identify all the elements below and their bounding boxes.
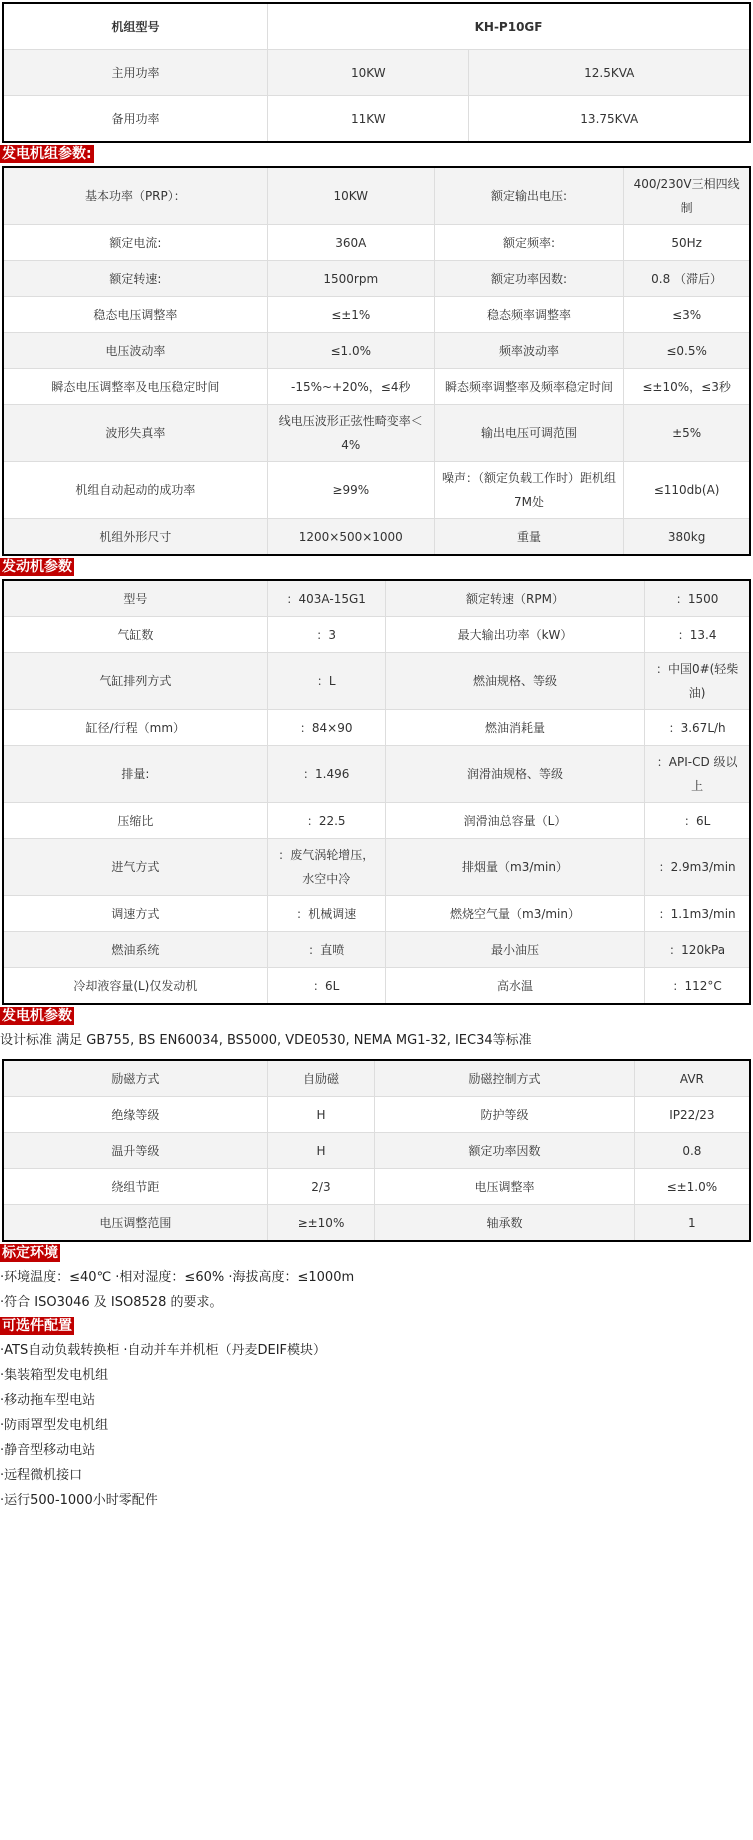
table-cell: ≤0.5% [624, 333, 750, 369]
spec-page [0, 2, 753, 1513]
environment-line: ·环境温度：≤40℃ ·相对湿度：≤60% ·海拔高度：≤1000m [0, 1270, 355, 1285]
table-row [3, 1060, 750, 1097]
table-cell: 调速方式 [3, 896, 267, 932]
table-row [3, 297, 750, 333]
table-cell: 稳态频率调整率 [434, 297, 623, 333]
genset-table [2, 166, 751, 556]
table-cell: 2/3 [267, 1169, 375, 1205]
table-cell: 机组自动起动的成功率 [3, 462, 267, 519]
table-cell: 型号 [3, 580, 267, 617]
table-row [3, 968, 750, 1005]
table-row [3, 803, 750, 839]
section-title-engine: 发动机参数 [2, 559, 72, 575]
table-cell: 输出电压可调范围 [434, 405, 623, 462]
table-row [3, 617, 750, 653]
table-row [3, 405, 750, 462]
table-cell: ≤1.0% [267, 333, 434, 369]
alternator-standard: 设计标准 满足 GB755, BS EN60034, BS5000, VDE0530, NEMA MG1-32, IEC34等标准 [0, 1033, 532, 1048]
table-cell: 1200×500×1000 [267, 519, 434, 556]
table-cell: ：22.5 [267, 803, 385, 839]
section-title-environment: 标定环境 [2, 1245, 58, 1261]
table-cell: 燃油消耗量 [385, 710, 645, 746]
table-cell: ：1.496 [267, 746, 385, 803]
table-cell: 自励磁 [267, 1060, 375, 1097]
table-cell: 绝缘等级 [3, 1097, 267, 1133]
table-cell: 排量: [3, 746, 267, 803]
table-cell: 冷却液容量(L)仅发动机 [3, 968, 267, 1005]
table-row [3, 519, 750, 556]
table-row [3, 1169, 750, 1205]
model-table [2, 2, 751, 143]
table-cell: 360A [267, 225, 434, 261]
table-cell: 13.75KVA [469, 96, 750, 143]
table-cell: ：112°C [645, 968, 750, 1005]
table-cell: ：直喷 [267, 932, 385, 968]
option-line: ·ATS自动负载转换柜 ·自动并车并机柜（丹麦DEIF模块） [0, 1343, 327, 1358]
table-cell: ：中国0#(轻柴油) [645, 653, 750, 710]
table-cell: 燃油系统 [3, 932, 267, 968]
table-row [3, 896, 750, 932]
table-cell: ：1.1m3/min [645, 896, 750, 932]
table-cell: 额定转速（RPM） [385, 580, 645, 617]
table-row [3, 1133, 750, 1169]
table-cell: 380kg [624, 519, 750, 556]
table-cell: IP22/23 [634, 1097, 750, 1133]
engine-table [2, 579, 751, 1005]
table-cell: 气缸排列方式 [3, 653, 267, 710]
table-row [3, 261, 750, 297]
table-cell: ±5% [624, 405, 750, 462]
table-cell: ≤110db(A) [624, 462, 750, 519]
table-cell: ≥±10% [267, 1205, 375, 1242]
alternator-table [2, 1059, 751, 1242]
section-title-options: 可选件配置 [2, 1318, 72, 1334]
table-cell: 频率波动率 [434, 333, 623, 369]
table-cell: 稳态电压调整率 [3, 297, 267, 333]
table-cell: 最大输出功率（kW） [385, 617, 645, 653]
table-cell: 电压调整率 [375, 1169, 635, 1205]
table-cell: 瞬态电压调整率及电压稳定时间 [3, 369, 267, 405]
option-line: ·运行500-1000小时零配件 [0, 1493, 158, 1508]
table-cell: 电压波动率 [3, 333, 267, 369]
table-cell: ：API-CD 级以上 [645, 746, 750, 803]
section-title-genset: 发电机组参数: [2, 146, 92, 162]
table-cell: ：3.67L/h [645, 710, 750, 746]
table-cell: 10KW [267, 167, 434, 225]
table-row [3, 1097, 750, 1133]
option-line: ·集装箱型发电机组 [0, 1368, 109, 1383]
table-cell: ≥99% [267, 462, 434, 519]
table-cell: 轴承数 [375, 1205, 635, 1242]
table-row [3, 167, 750, 225]
table-cell: 额定转速: [3, 261, 267, 297]
option-line: ·远程微机接口 [0, 1468, 83, 1483]
table-cell: 绕组节距 [3, 1169, 267, 1205]
table-cell: 缸径/行程（mm） [3, 710, 267, 746]
table-cell: H [267, 1097, 375, 1133]
table-cell: 11KW [268, 96, 469, 143]
table-cell: 0.8 （滞后） [624, 261, 750, 297]
table-cell: 额定输出电压: [434, 167, 623, 225]
table-row [3, 653, 750, 710]
table-cell: 噪声：（额定负载工作时）距机组7M处 [434, 462, 623, 519]
table-cell: 备用功率 [3, 96, 268, 143]
table-cell: 12.5KVA [469, 50, 750, 96]
table-cell: 主用功率 [3, 50, 268, 96]
table-row [3, 462, 750, 519]
table-row [3, 225, 750, 261]
table-cell: ：1500 [645, 580, 750, 617]
table-row [3, 839, 750, 896]
table-cell: ：13.4 [645, 617, 750, 653]
table-row [3, 50, 750, 96]
environment-line: ·符合 ISO3046 及 ISO8528 的要求。 [0, 1295, 223, 1310]
table-cell: 瞬态频率调整率及频率稳定时间 [434, 369, 623, 405]
table-cell: ：403A-15G1 [267, 580, 385, 617]
table-cell: 0.8 [634, 1133, 750, 1169]
model-value: KH-P10GF [268, 3, 750, 50]
table-cell: ≤±1% [267, 297, 434, 333]
table-cell: 额定功率因数 [375, 1133, 635, 1169]
table-row [3, 1205, 750, 1242]
table-cell: 压缩比 [3, 803, 267, 839]
table-cell: ≤±1.0% [634, 1169, 750, 1205]
option-line: ·静音型移动电站 [0, 1443, 96, 1458]
table-cell: 额定功率因数: [434, 261, 623, 297]
table-cell: 额定频率: [434, 225, 623, 261]
table-row [3, 932, 750, 968]
table-cell: 机组外形尺寸 [3, 519, 267, 556]
table-cell: ：废气涡轮增压，水空中冷 [267, 839, 385, 896]
table-cell: 线电压波形正弦性畸变率＜4% [267, 405, 434, 462]
table-cell: ：2.9m3/min [645, 839, 750, 896]
table-cell: 励磁方式 [3, 1060, 267, 1097]
model-label: 机组型号 [3, 3, 268, 50]
table-cell: 基本功率（PRP）： [3, 167, 267, 225]
table-cell: 润滑油总容量（L） [385, 803, 645, 839]
section-title-alternator: 发电机参数 [2, 1008, 72, 1024]
table-cell: AVR [634, 1060, 750, 1097]
table-row [3, 333, 750, 369]
table-cell: ：6L [645, 803, 750, 839]
table-cell: 润滑油规格、等级 [385, 746, 645, 803]
table-cell: ：6L [267, 968, 385, 1005]
table-cell: 励磁控制方式 [375, 1060, 635, 1097]
table-row [3, 710, 750, 746]
table-cell: 气缸数 [3, 617, 267, 653]
table-cell: 进气方式 [3, 839, 267, 896]
table-cell: ：L [267, 653, 385, 710]
table-row [3, 580, 750, 617]
table-cell: ：3 [267, 617, 385, 653]
table-cell: 400/230V三相四线制 [624, 167, 750, 225]
table-cell: 额定电流: [3, 225, 267, 261]
table-cell: ：84×90 [267, 710, 385, 746]
table-cell: 1 [634, 1205, 750, 1242]
table-row [3, 746, 750, 803]
table-row [3, 369, 750, 405]
table-row [3, 96, 750, 143]
table-cell: 50Hz [624, 225, 750, 261]
table-cell: ≤3% [624, 297, 750, 333]
table-cell: 1500rpm [267, 261, 434, 297]
table-cell: 波形失真率 [3, 405, 267, 462]
table-cell: 重量 [434, 519, 623, 556]
option-line: ·移动拖车型电站 [0, 1393, 96, 1408]
table-cell: 电压调整范围 [3, 1205, 267, 1242]
table-cell: 10KW [268, 50, 469, 96]
table-cell: ：机械调速 [267, 896, 385, 932]
table-cell: 防护等级 [375, 1097, 635, 1133]
table-row [3, 3, 750, 50]
table-cell: 最小油压 [385, 932, 645, 968]
table-cell: H [267, 1133, 375, 1169]
table-cell: 温升等级 [3, 1133, 267, 1169]
option-line: ·防雨罩型发电机组 [0, 1418, 109, 1433]
table-cell: ≤±10%，≤3秒 [624, 369, 750, 405]
table-cell: -15%~+20%，≤4秒 [267, 369, 434, 405]
table-cell: 燃油规格、等级 [385, 653, 645, 710]
table-cell: 燃烧空气量（m3/min） [385, 896, 645, 932]
table-cell: 排烟量（m3/min） [385, 839, 645, 896]
table-cell: 高水温 [385, 968, 645, 1005]
table-cell: ：120kPa [645, 932, 750, 968]
